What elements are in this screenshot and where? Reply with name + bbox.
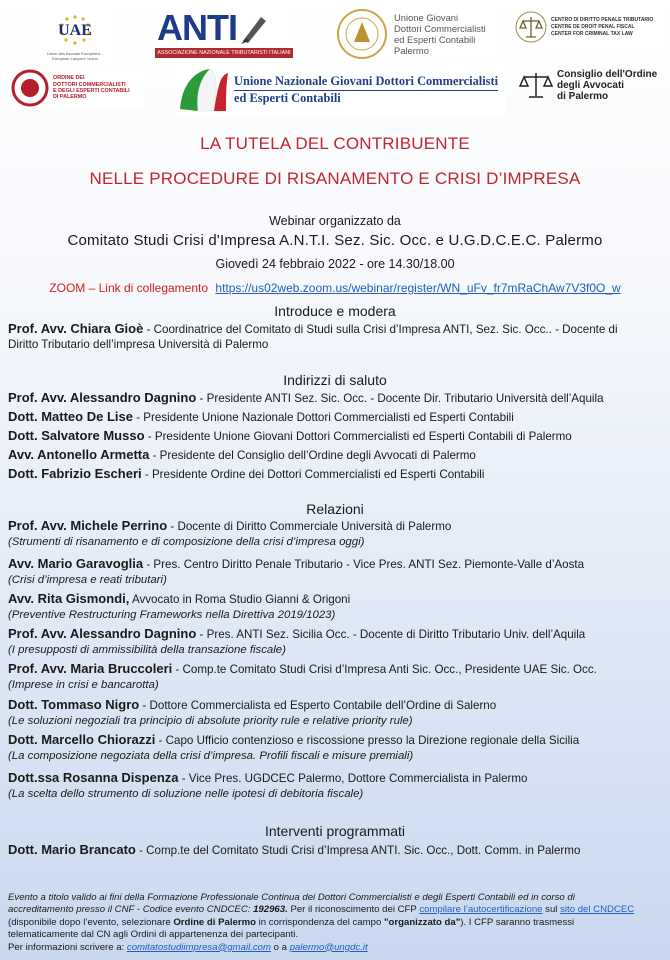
speaker-name: Prof. Avv. Alessandro Dagnino [8,626,197,641]
intro-line1 [8,321,664,336]
contact-email-1[interactable]: comitatostudiimpresa@gmail.com [126,941,272,953]
planned-heading: Interventi programmati [264,823,406,839]
speaker-name: Prof. Avv. Maria Bruccoleri [8,661,173,676]
ungdcec-line1: Unione Nazionale Giovani Dottori Commercialisti [234,74,498,91]
odcec-emblem-icon [10,68,50,108]
talk-speaker-row [8,661,664,676]
talk-topic: (Preventive Restructuring Frameworks nella Direttiva 2019/1023) [8,609,336,621]
italy-flag-swoosh-icon [176,65,232,115]
footer-cfp-text: Per il riconoscimento dei CFP [287,904,420,916]
speaker-role: - Pres. ANTI Sez. Sicilia Occ. - Docente di Diritto Tributario Univ. dell’Aquila [196,628,586,641]
anti-wordmark: ANTI [157,7,237,48]
talk-speaker-row [8,697,664,712]
zoom-row [0,281,670,295]
odcec-palermo-logo [10,66,144,110]
talks-heading: Relazioni [306,501,364,517]
organizers: Comitato Studi Crisi d'Impresa A.N.T.I. Sez. Sic. Occ. e U.G.D.C.E.C. Palermo [67,232,603,249]
cdpt-line2: CENTRE DE DROIT PENAL FISCAL [551,23,635,30]
footer-line4: telematicamente dal CN agli Ordini di appartenenza dei partecipanti. [8,929,299,941]
odcec-line3: E DEGLI ESPERTI CONTABILI [53,88,130,94]
svg-text:UAE: UAE [58,22,92,39]
footer-field-text: in corrispondenza del campo [255,916,384,928]
speaker-name: Dott. Marcello Chiorazzi [8,732,156,747]
footer-cfp-transmit: ). I CFP saranno trasmessi [460,916,575,928]
title-line1: LA TUTELA DEL CONTRIBUENTE [200,134,470,153]
ungdcec-line2: ed Esperti Contabili [234,91,341,105]
speaker-role: - Comp.te Comitato Studi Crisi d’Impresa Anti Sic. Occ., Presidente UAE Sic. Occ. [172,663,597,676]
footer-line3 [8,917,664,929]
ugdcec-emblem-icon [334,6,390,62]
planned-line [8,842,664,857]
footer-info-text: Per informazioni scrivere a: [8,941,127,953]
speaker-role: - Presidente Unione Giovani Dottori Commercialisti ed Esperti Contabili di Palermo [144,430,572,443]
greeting-row [8,466,664,481]
speaker-role: - Presidente Ordine dei Dottori Commercialisti ed Esperti Contabili [141,468,485,481]
talk-speaker-row [8,591,664,606]
contact-email-2[interactable]: palermo@ungdc.it [289,941,368,953]
speaker-role: - Presidente del Consiglio dell’Ordine degli Avvocati di Palermo [149,449,476,462]
intro-heading: Introduce e modera [274,303,396,319]
eu-stars-icon [34,11,116,51]
logo-strip [0,0,670,118]
cdpt-line1: CENTRO DI DIRITTO PENALE TRIBUTARIO [551,16,654,23]
anti-subtitle: ASSOCIAZIONE NAZIONALE TRIBUTARISTI ITALIANI [155,48,293,58]
speaker-role: Avvocato in Roma Studio Gianni & Origoni [129,593,351,606]
cdpt-logo [514,6,664,48]
speaker-role: - Presidente ANTI Sez. Sic. Occ. - Docente Dir. Tributario Università dell’Aquila [196,392,604,405]
talk-speaker-row [8,556,664,571]
speaker-role: - Presidente Unione Nazionale Dottori Commercialisti ed Esperti Contabili [132,411,514,424]
footer-line2 [8,904,664,916]
zoom-label: ZOOM – Link di collegamento [49,281,209,295]
balance-scale-icon [518,70,554,100]
speaker-name: Prof. Avv. Alessandro Dagnino [8,390,197,405]
title-line2: NELLE PROCEDURE DI RISANAMENTO E CRISI D’IMPRESA [89,169,581,188]
zoom-link[interactable]: https://us02web.zoom.us/webinar/register/WN_uFv_fr7mRaChAw7V3f0O_w [215,281,621,295]
talk-speaker-row [8,518,664,533]
odcec-line1: ORDINE DEI [53,75,85,82]
speaker-role: - Capo Ufficio contenzioso e riscossione presso la Direzione regionale della Sicilia [155,734,580,747]
talk-speaker-row [8,770,664,785]
greeting-row [8,447,664,462]
speaker-name: Prof. Avv. Michele Perrino [8,518,168,533]
self-certification-link[interactable]: compilare l’autocertificazione [419,904,543,916]
speaker-role: - Pres. Centro Diritto Penale Tributario - Vice Pres. ANTI Sez. Piemonte-Valle d’Aosta [143,558,585,571]
talk-topic: (Le soluzioni negoziali tra principio di absolute priority rule e relative priority rule) [8,715,413,727]
talk-topic: (La composizione negoziata della crisi d’impresa. Profili fiscali e misure premiali) [8,750,414,762]
ugdcec-line3: ed Esperti Contabili [394,34,476,45]
greeting-row [8,390,664,405]
ugdcec-line1: Unione Giovani [394,12,459,23]
coa-line1: Consiglio dell'Ordine [557,68,658,80]
talk-topic: (I presupposti di ammissibilità della transazione fiscale) [8,644,286,656]
talk-speaker-row [8,732,664,747]
coa-line2: degli Avvocati [557,79,625,91]
greetings-heading: Indirizzi di saluto [283,372,387,388]
speaker-name: Dott. Matteo De Lise [8,409,133,424]
speaker-role: - Dottore Commercialista ed Esperto Contabile dell’Ordine di Salerno [139,699,497,712]
footer-notes [8,892,664,954]
odcec-line4: DI PALERMO [53,94,87,101]
speaker-name: Dott.ssa Rosanna Dispenza [8,770,179,785]
organized-by: Webinar organizzato da [269,214,401,228]
scales-icon [514,10,548,44]
cndcec-site-link[interactable]: sito del CNDCEC [560,904,635,916]
speaker-name: Dott. Tommaso Nigro [8,697,140,712]
odcec-line2: DOTTORI COMMERCIALISTI [53,81,126,88]
uae-logo [34,8,116,64]
pen-icon [237,11,271,45]
moderator-name: Prof. Avv. Chiara Gioè [8,321,144,336]
footer-or-text: o a [271,941,290,953]
speaker-name: Avv. Mario Garavoglia [8,556,144,571]
speaker-role: - Vice Pres. UGDCEC Palermo, Dottore Commercialista in Palermo [178,772,528,785]
speaker-name: Avv. Rita Gismondi, [8,591,130,606]
talk-topic: (La scelta dello strumento di soluzione nelle ipotesi di debitoria fiscale) [8,788,364,800]
talk-topic: (Strumenti di risanamento e di composizione della crisi d’impresa oggi) [8,536,365,548]
footer-accreditation: accreditamento presso il CNF - Codice evento CNDCEC: [8,904,254,916]
cdpt-line3: CENTER FOR CRIMINAL TAX LAW [551,30,633,37]
greeting-row [8,409,664,424]
anti-logo [155,6,293,60]
footer-ordine-palermo: Ordine di Palermo [173,916,256,928]
greeting-row [8,428,664,443]
talk-topic: (Imprese in crisi e bancarotta) [8,679,159,691]
intro-line2: Diritto Tributario dell’impresa Università di Palermo [8,338,269,351]
footer-available-text: (disponibile dopo l’evento, selezionare [8,916,174,928]
coa-line3: di Palermo [557,90,609,102]
footer-organizzato-da: "organizzato da" [383,916,461,928]
event-date: Giovedì 24 febbraio 2022 - ore 14.30/18.00 [215,257,455,271]
planned-role: - Comp.te del Comitato Studi Crisi d’Impresa ANTI. Sic. Occ., Dott. Comm. in Palermo [135,844,581,857]
uae-subtitle: Union des Avocats Européens - European Lawyers' Union [47,51,103,61]
footer-line1: Evento a titolo valido ai fini della Formazione Professionale Continua dei Dottori Commercialisti e degli Esperti Contabili ed in corso di [8,892,575,903]
ungdcec-logo [176,64,506,116]
talk-speaker-row [8,626,664,641]
planned-name: Dott. Mario Brancato [8,842,136,857]
ugdcec-palermo-logo [334,6,500,62]
event-code: 192963. [253,904,288,916]
footer-on-text: sul [542,904,561,916]
footer-line5 [8,942,664,954]
speaker-name: Avv. Antonello Armetta [8,447,150,462]
talk-topic: (Crisi d’impresa e reati tributari) [8,574,167,586]
moderator-role: - Coordinatrice del Comitato di Studi sulla Crisi d’Impresa ANTI, Sez. Sic. Occ.. - Docente di [143,323,618,336]
ugdcec-line2: Dottori Commercialisti [394,23,486,34]
speaker-role: - Docente di Diritto Commerciale Università di Palermo [167,520,452,533]
coa-palermo-logo [518,66,666,104]
speaker-name: Dott. Fabrizio Escheri [8,466,142,481]
ugdcec-line4: Palermo [394,45,429,56]
speaker-name: Dott. Salvatore Musso [8,428,145,443]
